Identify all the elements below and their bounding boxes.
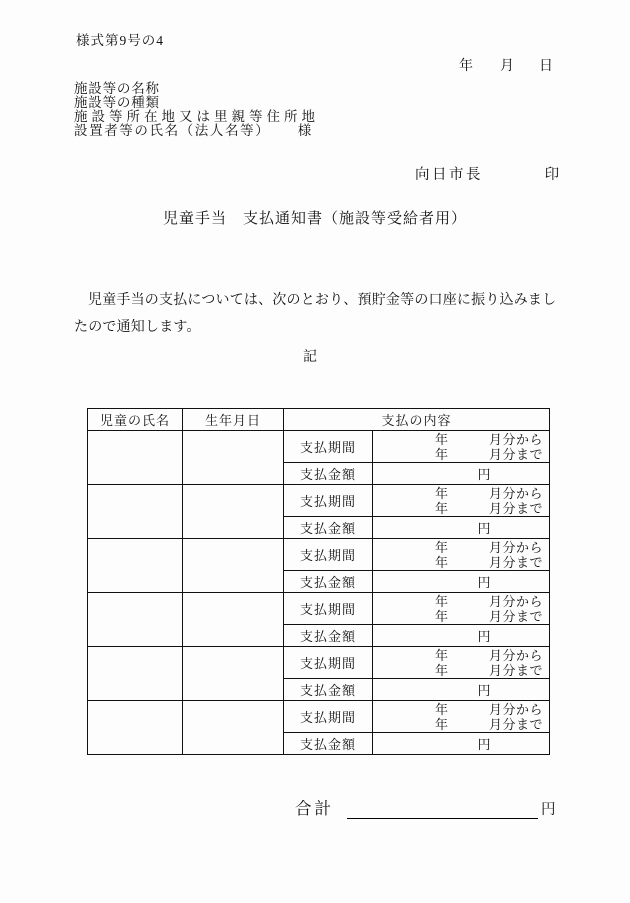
amount-value-cell[interactable]: 円 (373, 679, 550, 701)
child-name-cell[interactable] (88, 593, 183, 647)
period-from-text: 年 月分から (434, 431, 543, 447)
period-value-cell[interactable] (373, 485, 550, 517)
birth-date-cell[interactable] (183, 539, 284, 593)
record-mark: 記 (303, 350, 317, 365)
child-name-cell[interactable] (88, 647, 183, 701)
child-name-cell[interactable] (88, 431, 183, 485)
honorific-sama: 様 (297, 123, 312, 138)
period-value-cell[interactable] (373, 647, 550, 679)
child-name-header: 児童の氏名 (88, 409, 183, 431)
table-row-period (88, 593, 550, 625)
period-label: 支払期間 (284, 647, 373, 679)
period-label: 支払期間 (284, 539, 373, 571)
period-value-cell[interactable] (373, 539, 550, 571)
period-label: 支払期間 (284, 485, 373, 517)
table-row-period (88, 431, 550, 463)
document-title: 児童手当 支払通知書（施設等受給者用） (162, 211, 467, 227)
period-from-text: 年 月分から (434, 539, 543, 555)
period-to-text: 年 月分まで (434, 500, 543, 516)
payment-table (87, 408, 550, 755)
period-from-text: 年 月分から (434, 701, 543, 717)
month-label: 月 (500, 59, 514, 74)
birth-date-cell[interactable] (183, 431, 284, 485)
birth-date-header: 生年月日 (183, 409, 284, 431)
period-label: 支払期間 (284, 593, 373, 625)
amount-label: 支払金額 (284, 571, 373, 593)
table-row-period (88, 485, 550, 517)
birth-date-cell[interactable] (183, 701, 284, 755)
total-label: 合計 (295, 799, 334, 818)
amount-label: 支払金額 (284, 517, 373, 539)
period-to-text: 年 月分まで (434, 716, 543, 732)
child-name-cell[interactable] (88, 539, 183, 593)
amount-value-cell[interactable]: 円 (373, 571, 550, 593)
child-name-cell[interactable] (88, 485, 183, 539)
issue-date-line (459, 55, 553, 75)
period-value-cell[interactable] (373, 431, 550, 463)
total-amount-blank[interactable] (347, 800, 538, 819)
period-to-text: 年 月分まで (434, 662, 543, 678)
period-label: 支払期間 (284, 701, 373, 733)
child-name-cell[interactable] (88, 701, 183, 755)
facility-type-label: 施設等の種類 (74, 95, 160, 110)
recipient-block (74, 82, 319, 138)
birth-date-cell[interactable] (183, 485, 284, 539)
table-row-period (88, 647, 550, 679)
issuer-line (415, 163, 559, 184)
day-label: 日 (539, 59, 553, 74)
amount-value-cell[interactable]: 円 (373, 625, 550, 647)
birth-date-cell[interactable] (183, 593, 284, 647)
period-from-text: 年 月分から (434, 485, 543, 501)
payment-content-header: 支払の内容 (284, 409, 550, 431)
amount-label: 支払金額 (284, 463, 373, 485)
birth-date-cell[interactable] (183, 647, 284, 701)
year-label: 年 (459, 59, 473, 74)
amount-value-cell[interactable]: 円 (373, 517, 550, 539)
form-number: 様式第9号の4 (76, 33, 164, 48)
facility-address-label: 施設等所在地又は里親等住所地 (74, 109, 319, 124)
amount-label: 支払金額 (284, 625, 373, 647)
period-value-cell[interactable] (373, 701, 550, 733)
amount-label: 支払金額 (284, 733, 373, 755)
period-from-text: 年 月分から (434, 593, 543, 609)
table-row-period (88, 539, 550, 571)
seal-mark: 印 (544, 167, 560, 183)
total-unit-yen: 円 (541, 802, 556, 818)
period-value-cell[interactable] (373, 593, 550, 625)
notice-body-text: 児童手当の支払については、次のとおり、預貯金等の口座に振り込みましたので通知します。 (74, 293, 557, 335)
mayor-name: 向日市長 (415, 167, 483, 183)
amount-value-cell[interactable]: 円 (373, 733, 550, 755)
amount-value-cell[interactable]: 円 (373, 463, 550, 485)
period-label: 支払期間 (284, 431, 373, 463)
period-to-text: 年 月分まで (434, 608, 543, 624)
amount-label: 支払金額 (284, 679, 373, 701)
period-to-text: 年 月分まで (434, 446, 543, 462)
facility-name-label: 施設等の名称 (74, 81, 160, 96)
founder-name-line (74, 124, 319, 138)
period-from-text: 年 月分から (434, 647, 543, 663)
table-header-row (88, 409, 550, 431)
period-to-text: 年 月分まで (434, 554, 543, 570)
table-row-period (88, 701, 550, 733)
total-line (295, 795, 556, 819)
founder-name-label: 設置者等の氏名（法人名等） (74, 123, 271, 138)
